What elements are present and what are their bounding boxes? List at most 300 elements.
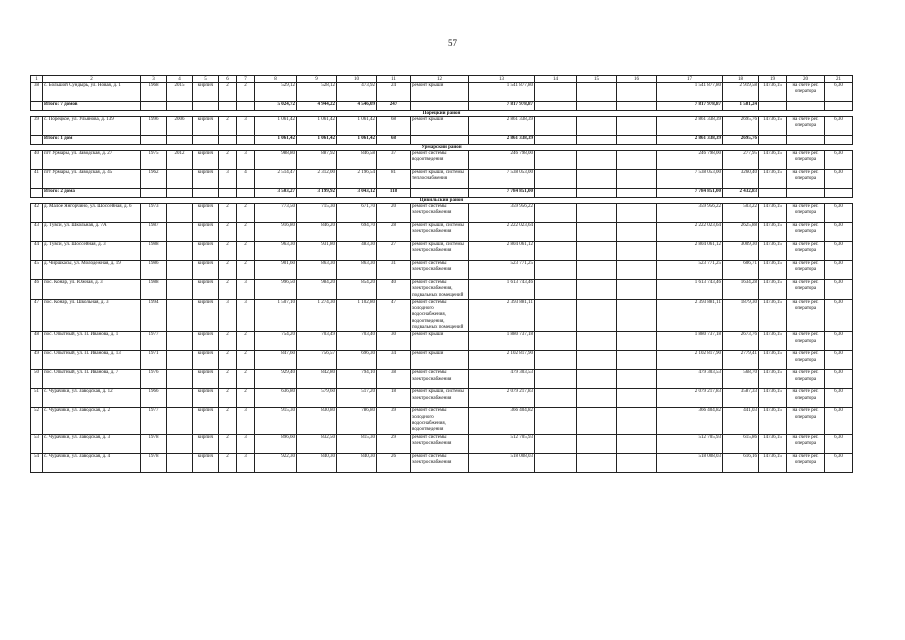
table-cell — [577, 389, 617, 408]
district-name: Урмарский район — [31, 145, 853, 151]
table-cell: на счете рег. оператора — [787, 223, 825, 242]
table-cell: 579,60 — [297, 389, 337, 408]
table-cell: пос. Опытный, ул. П. Иванова, д. 13 — [43, 351, 141, 370]
table-cell: 2 079 217,83 — [469, 389, 535, 408]
column-number-cell: 4 — [167, 76, 193, 83]
table-cell: 1977 — [141, 332, 167, 351]
table-cell: 14736,15 — [759, 332, 787, 351]
table-cell: на счете рег. оператора — [787, 370, 825, 389]
table-cell: 2 — [237, 389, 255, 408]
column-number-cell: 7 — [237, 76, 255, 83]
table-cell: кирпич — [193, 280, 219, 300]
table-cell: 38 — [31, 83, 43, 102]
table-cell: 41 — [31, 170, 43, 189]
table-cell — [237, 102, 255, 111]
table-cell — [617, 204, 657, 223]
table-cell — [167, 261, 193, 280]
table-cell: 1962 — [141, 170, 167, 189]
table-cell — [535, 223, 577, 242]
table-cell: 786,80 — [337, 408, 377, 434]
table-cell: с. Чурачики, ул. Заводская, д. 2 — [43, 408, 141, 434]
table-cell: 512 705,93 — [469, 434, 535, 453]
table-cell — [167, 434, 193, 453]
table-cell: 616,16 — [723, 453, 759, 472]
table-cell — [617, 370, 657, 389]
table-cell: 901,60 — [255, 261, 297, 280]
table-row — [31, 299, 853, 331]
table-cell: с. Порецкое, ул. Ульянова, д. 139 — [43, 117, 141, 136]
table-cell — [411, 189, 469, 198]
table-cell: 2 — [219, 261, 237, 280]
table-cell: 14736,15 — [759, 170, 787, 189]
subtotal-value: 5 024,72 — [255, 102, 297, 111]
table-cell: на счете рег. оператора — [787, 408, 825, 434]
subtotal-value: 2695,76 — [723, 136, 759, 145]
table-cell: 922,30 — [255, 453, 297, 472]
table-cell: 1976 — [141, 370, 167, 389]
table-cell — [193, 136, 219, 145]
table-row — [31, 434, 853, 453]
table-cell: 1 061,42 — [297, 117, 337, 136]
subtotal-value: 2 432,83 — [723, 189, 759, 198]
table-cell: кирпич — [193, 223, 219, 242]
subtotal-label: Итого: 1 дом — [43, 136, 141, 145]
table-cell: 6,30 — [825, 332, 853, 351]
table-cell: 840,30 — [337, 453, 377, 472]
table-cell: на счете рег. оператора — [787, 389, 825, 408]
table-cell: 2 079 217,83 — [657, 389, 723, 408]
table-cell: 3 — [237, 434, 255, 453]
table-cell — [167, 370, 193, 389]
table-cell: 2 — [237, 332, 255, 351]
table-cell: на счете рег. оператора — [787, 83, 825, 102]
table-cell: 2 222 023,64 — [657, 223, 723, 242]
table-cell: 441,03 — [723, 408, 759, 434]
table-row — [31, 332, 853, 351]
table-cell: 52 — [31, 408, 43, 434]
table-cell: 7 538 053,00 — [657, 170, 723, 189]
table-cell: 14736,15 — [759, 223, 787, 242]
table-cell: 14736,15 — [759, 299, 787, 331]
table-cell: 68 — [377, 117, 411, 136]
table-cell: 1 880 737,18 — [657, 332, 723, 351]
table-row — [31, 170, 853, 189]
table-cell: 3 — [237, 280, 255, 300]
subtotal-row — [31, 189, 853, 198]
table-cell: 2 — [219, 223, 237, 242]
table-cell: ремонт системы электроснабжения — [411, 261, 469, 280]
table-cell: 1968 — [141, 83, 167, 102]
table-cell — [141, 136, 167, 145]
table-cell — [535, 136, 577, 145]
table-cell: 671,70 — [337, 204, 377, 223]
table-cell: 847,60 — [255, 351, 297, 370]
table-cell: 6,30 — [825, 223, 853, 242]
table-row — [31, 151, 853, 170]
table-cell: 6,30 — [825, 117, 853, 136]
table-cell: 1 613 743,46 — [657, 280, 723, 300]
table-cell — [617, 170, 657, 189]
table-cell: 20 — [377, 204, 411, 223]
table-cell: кирпич — [193, 453, 219, 472]
table-cell — [535, 242, 577, 261]
table-cell: 2 393 881,11 — [469, 299, 535, 331]
table-cell: 7 538 053,00 — [469, 170, 535, 189]
table-cell: ремонт крыши, системы теплоснабжения — [411, 170, 469, 189]
table-cell: 14736,15 — [759, 204, 787, 223]
subtotal-value: 3 199,92 — [297, 189, 337, 198]
table-cell: 2 804 061,12 — [657, 242, 723, 261]
table-cell: кирпич — [193, 204, 219, 223]
table-cell: 1879,30 — [723, 299, 759, 331]
table-cell — [535, 434, 577, 453]
table-cell: 1975 — [141, 151, 167, 170]
table-cell: 1966 — [141, 389, 167, 408]
table-cell: 984,20 — [297, 280, 337, 300]
table-cell: пос. Опытный, ул. П. Иванова, д. 1 — [43, 332, 141, 351]
table-cell: 14736,15 — [759, 408, 787, 434]
table-cell: 996,50 — [255, 280, 297, 300]
page-number: 57 — [448, 38, 457, 48]
table-cell — [577, 117, 617, 136]
table-cell: 2 — [237, 242, 255, 261]
table-cell: 528,12 — [297, 83, 337, 102]
table-cell: на счете рег. оператора — [787, 261, 825, 280]
table-cell: 773,50 — [255, 204, 297, 223]
table-cell: ремонт системы электроснабжения — [411, 370, 469, 389]
table-cell: на счете рег. оператора — [787, 170, 825, 189]
table-cell: 2 — [219, 434, 237, 453]
table-cell: 568,70 — [723, 370, 759, 389]
table-cell: на счете рег. оператора — [787, 117, 825, 136]
column-number-cell: 13 — [469, 76, 535, 83]
table-cell: 2 — [237, 83, 255, 102]
table-row — [31, 83, 853, 102]
table-cell: 2 — [237, 204, 255, 223]
table-cell: 6,30 — [825, 280, 853, 300]
subtotal-value: 7 817 978,87 — [657, 102, 723, 111]
table-cell: 3 — [219, 299, 237, 331]
table-cell — [535, 83, 577, 102]
table-cell — [411, 102, 469, 111]
table-cell — [411, 136, 469, 145]
table-cell — [617, 102, 657, 111]
table-cell — [577, 261, 617, 280]
table-cell — [535, 408, 577, 434]
table-cell — [167, 102, 193, 111]
table-cell — [31, 136, 43, 145]
table-cell: 6,30 — [825, 453, 853, 472]
table-cell — [617, 83, 657, 102]
table-cell — [141, 189, 167, 198]
table-cell: 846,58 — [337, 151, 377, 170]
table-cell: 1634,28 — [723, 280, 759, 300]
subtotal-label: Итого: 7 домов — [43, 102, 141, 111]
table-cell — [31, 189, 43, 198]
table-cell: 1 507,10 — [255, 299, 297, 331]
table-cell: 756,57 — [297, 351, 337, 370]
table-cell — [577, 453, 617, 472]
table-cell: на счете рег. оператора — [787, 332, 825, 351]
table-cell: 3 — [219, 170, 237, 189]
table-cell: 832,50 — [297, 434, 337, 453]
table-cell: 2 — [219, 408, 237, 434]
table-cell — [577, 370, 617, 389]
table-cell: 6,30 — [825, 261, 853, 280]
table-cell: 754,20 — [255, 332, 297, 351]
table-cell — [167, 280, 193, 300]
column-number-cell: 20 — [787, 76, 825, 83]
table-cell: кирпич — [193, 151, 219, 170]
column-number-cell: 3 — [141, 76, 167, 83]
table-cell: пос. Конар, ул. Школьная, д. 3 — [43, 299, 141, 331]
table-cell: 1 541 877,80 — [657, 83, 723, 102]
subtotal-row — [31, 102, 853, 111]
table-cell: 529,12 — [255, 83, 297, 102]
table-cell: 1971 — [141, 351, 167, 370]
table-cell — [167, 136, 193, 145]
table-cell: 1 613 743,46 — [469, 280, 535, 300]
column-number-cell: 8 — [255, 76, 297, 83]
table-cell: ремонт крыши — [411, 351, 469, 370]
table-row — [31, 223, 853, 242]
table-cell: 523 771,25 — [657, 261, 723, 280]
table-cell: 14736,15 — [759, 280, 787, 300]
table-cell: 2 — [219, 204, 237, 223]
table-cell: 703,49 — [297, 332, 337, 351]
table-cell — [617, 242, 657, 261]
table-cell: 963,30 — [255, 242, 297, 261]
table-cell — [617, 151, 657, 170]
table-cell — [167, 189, 193, 198]
table-cell: 1988 — [141, 280, 167, 300]
table-cell: 2 — [219, 280, 237, 300]
table-cell: 606,71 — [723, 261, 759, 280]
table-cell: 14736,15 — [759, 83, 787, 102]
table-cell: кирпич — [193, 261, 219, 280]
table-cell: 842,80 — [297, 370, 337, 389]
table-cell: 2695,76 — [723, 117, 759, 136]
table-row — [31, 242, 853, 261]
table-cell: 6,30 — [825, 204, 853, 223]
subtotal-value: 7 817 978,87 — [469, 102, 535, 111]
table-cell: 49 — [31, 351, 43, 370]
subtotal-value: 1 061,42 — [255, 136, 297, 145]
table-cell: 518 008,03 — [657, 453, 723, 472]
table-cell: 2015 — [167, 83, 193, 102]
table-row — [31, 280, 853, 300]
table-cell — [535, 280, 577, 300]
table-cell: 14736,15 — [759, 117, 787, 136]
table-cell: 2779,41 — [723, 351, 759, 370]
table-cell: 6,30 — [825, 389, 853, 408]
table-cell — [825, 136, 853, 145]
table-cell — [617, 117, 657, 136]
table-cell — [577, 351, 617, 370]
table-cell: 246 798,00 — [469, 151, 535, 170]
table-cell: ремонт системы электроснабжения — [411, 204, 469, 223]
table-cell: 703,40 — [337, 332, 377, 351]
table-cell: 479 303,53 — [469, 370, 535, 389]
table-cell: 47 — [377, 299, 411, 331]
table-cell: 14736,15 — [759, 434, 787, 453]
table-cell: ремонт крыши, системы электроснабжения — [411, 223, 469, 242]
table-cell: 31 — [377, 261, 411, 280]
table-cell: 479 303,53 — [657, 370, 723, 389]
table-cell: кирпич — [193, 170, 219, 189]
subtotal-value: 118 — [377, 189, 411, 198]
table-cell: 14736,15 — [759, 453, 787, 472]
table-cell: 2 — [237, 351, 255, 370]
column-number-cell: 19 — [759, 76, 787, 83]
table-cell — [535, 299, 577, 331]
table-cell — [535, 204, 577, 223]
table-cell — [167, 242, 193, 261]
table-cell: ремонт системы электроснабжения — [411, 453, 469, 472]
table-row — [31, 370, 853, 389]
table-cell: 50 — [31, 370, 43, 389]
table-cell: д. Тувси, ул. Шоссейная, д. 3 — [43, 242, 141, 261]
table-cell — [577, 408, 617, 434]
table-cell: на счете рег. оператора — [787, 351, 825, 370]
table-cell: 523 771,25 — [469, 261, 535, 280]
table-cell: 53 — [31, 434, 43, 453]
table-cell — [577, 189, 617, 198]
table-cell: 2 804 061,12 — [469, 242, 535, 261]
table-cell — [577, 332, 617, 351]
table-cell — [535, 261, 577, 280]
column-number-cell: 14 — [535, 76, 577, 83]
table-cell: 14736,15 — [759, 370, 787, 389]
table-cell: 2 — [237, 370, 255, 389]
table-cell — [167, 332, 193, 351]
table-cell: 1986 — [141, 261, 167, 280]
table-cell — [825, 102, 853, 111]
table-row — [31, 389, 853, 408]
table-cell: 18 — [377, 389, 411, 408]
table-row — [31, 351, 853, 370]
table-cell: 694,70 — [337, 223, 377, 242]
table-cell: на счете рег. оператора — [787, 280, 825, 300]
table-cell: 2 — [219, 389, 237, 408]
table-cell — [219, 136, 237, 145]
table-cell: 3260,40 — [723, 170, 759, 189]
table-cell: 3 — [237, 117, 255, 136]
table-cell: 38 — [377, 370, 411, 389]
table-cell: 30 — [377, 332, 411, 351]
table-cell — [617, 189, 657, 198]
table-cell: 42 — [31, 204, 43, 223]
table-cell: 794,10 — [337, 370, 377, 389]
table-cell: 2 — [219, 370, 237, 389]
table-cell: 896,60 — [255, 434, 297, 453]
subtotal-value: 247 — [377, 102, 411, 111]
table-cell: 815,30 — [337, 434, 377, 453]
table-cell — [787, 136, 825, 145]
subtotal-value: 1 061,42 — [297, 136, 337, 145]
table-cell: кирпич — [193, 434, 219, 453]
table-cell — [617, 389, 657, 408]
table-cell — [535, 117, 577, 136]
table-cell: 2 — [219, 242, 237, 261]
table-cell: 14736,15 — [759, 351, 787, 370]
table-cell: 6,30 — [825, 151, 853, 170]
table-cell: 483,30 — [337, 242, 377, 261]
table-cell: 615,86 — [723, 434, 759, 453]
table-cell — [787, 102, 825, 111]
table-cell: 854,20 — [337, 280, 377, 300]
table-cell — [167, 170, 193, 189]
table-cell: кирпич — [193, 408, 219, 434]
table-cell — [535, 453, 577, 472]
table-cell — [535, 389, 577, 408]
table-cell: 915,30 — [255, 408, 297, 434]
table-cell: 473,92 — [337, 83, 377, 102]
table-cell — [577, 102, 617, 111]
table-cell: 2625,88 — [723, 223, 759, 242]
table-cell: 2 102 817,90 — [469, 351, 535, 370]
table-cell — [167, 204, 193, 223]
table-cell: 1 541 877,80 — [469, 83, 535, 102]
table-cell: 3 — [237, 151, 255, 170]
table-cell — [577, 242, 617, 261]
table-cell: 830,80 — [297, 408, 337, 434]
table-cell: 359 956,22 — [469, 204, 535, 223]
table-cell: 2 514,47 — [255, 170, 297, 189]
table-cell: 846,20 — [297, 223, 337, 242]
table-cell — [535, 151, 577, 170]
table-cell — [219, 189, 237, 198]
column-number-row — [31, 76, 853, 83]
table-cell: 1973 — [141, 204, 167, 223]
table-cell — [617, 351, 657, 370]
column-number-cell: 11 — [377, 76, 411, 83]
table-cell: ремонт крыши — [411, 83, 469, 102]
table-cell: 517,20 — [337, 389, 377, 408]
capital-repair-table — [30, 75, 853, 473]
table-cell — [617, 434, 657, 453]
subtotal-value: 4 546,09 — [337, 102, 377, 111]
table-cell — [193, 189, 219, 198]
table-cell — [577, 204, 617, 223]
table-cell: 1 880 737,18 — [469, 332, 535, 351]
table-cell: пос. Конар, ул. Южная, д. 3 — [43, 280, 141, 300]
table-cell: 6,30 — [825, 170, 853, 189]
subtotal-label: Итого: 2 дома — [43, 189, 141, 198]
table-cell — [167, 351, 193, 370]
table-cell: 14736,15 — [759, 151, 787, 170]
table-cell: 1 274,30 — [297, 299, 337, 331]
table-cell — [617, 223, 657, 242]
table-cell: 44 — [31, 242, 43, 261]
table-cell: 6,30 — [825, 408, 853, 434]
table-cell: на счете рег. оператора — [787, 299, 825, 331]
table-cell: 2 — [219, 151, 237, 170]
column-number-cell: 2 — [43, 76, 141, 83]
table-cell — [577, 280, 617, 300]
table-cell: 48 — [31, 332, 43, 351]
table-cell: 1978 — [141, 434, 167, 453]
table-cell: ремонт системы холодного водоснабжения, водоотведения — [411, 408, 469, 434]
table-cell — [193, 102, 219, 111]
table-cell: 47 — [31, 299, 43, 331]
table-cell: д. Тувси, ул. Школьная, д. 7А — [43, 223, 141, 242]
subtotal-value: 4 944,22 — [297, 102, 337, 111]
table-cell — [617, 136, 657, 145]
table-cell: 1994 — [141, 299, 167, 331]
table-cell: 988,80 — [255, 151, 297, 170]
table-cell: 3 — [237, 299, 255, 331]
